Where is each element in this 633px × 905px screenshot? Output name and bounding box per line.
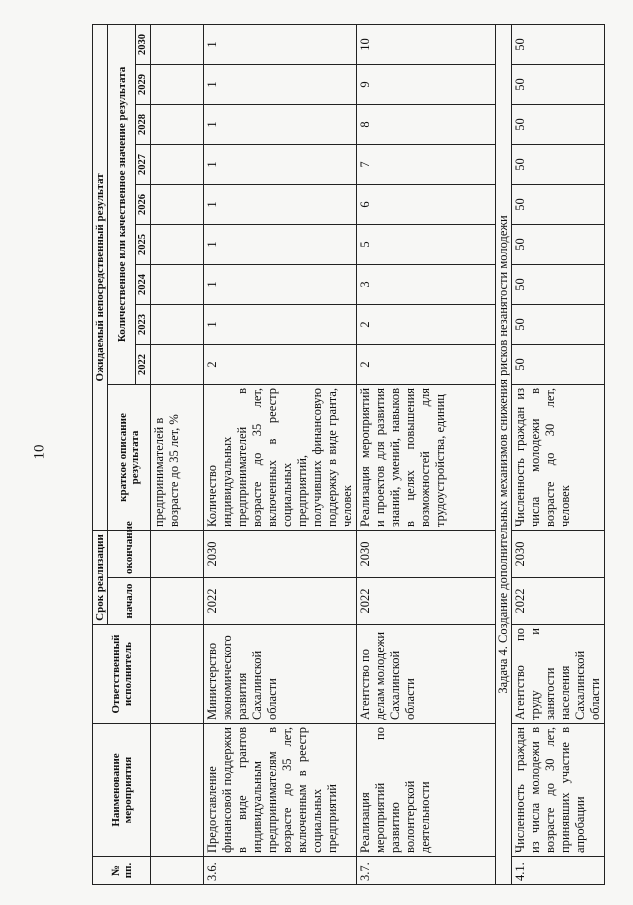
cell-num: 3.6. bbox=[204, 857, 357, 885]
header-start: начало bbox=[108, 578, 151, 625]
cell-value: 1 bbox=[204, 224, 357, 264]
cell-start: 2022 bbox=[512, 578, 605, 625]
cell-value: 2 bbox=[357, 344, 496, 384]
cell-value: 50 bbox=[512, 24, 605, 64]
cell-value bbox=[151, 344, 204, 384]
cell-desc: Реализация мероприятий и проектов для развития знаний, умений, навыков в целях повышения возможностей для трудоустройства, единиц bbox=[357, 384, 496, 530]
cell-start: 2022 bbox=[357, 578, 496, 625]
cell-end: 2030 bbox=[357, 530, 496, 577]
header-expected: Ожидаемый непосредственный результат bbox=[93, 24, 108, 530]
cell-desc: предпринимателей в возрасте до 35 лет, % bbox=[151, 384, 204, 530]
table-row bbox=[357, 24, 496, 884]
rotated-page-content bbox=[92, 25, 602, 885]
cell-end: 2030 bbox=[204, 530, 357, 577]
cell-value: 3 bbox=[357, 264, 496, 304]
header-name: Наименование мероприятия bbox=[93, 724, 151, 857]
cell-value bbox=[151, 304, 204, 344]
cell-value: 50 bbox=[512, 344, 605, 384]
task-row bbox=[496, 24, 512, 884]
cell-value: 2 bbox=[204, 344, 357, 384]
header-short-desc: краткое описание результата bbox=[108, 384, 151, 530]
cell-start bbox=[151, 578, 204, 625]
cell-value: 6 bbox=[357, 184, 496, 224]
cell-value bbox=[151, 144, 204, 184]
cell-responsible bbox=[151, 625, 204, 724]
page-number: 10 bbox=[31, 444, 48, 460]
header-end: окончание bbox=[108, 530, 151, 577]
year-header: 2025 bbox=[136, 224, 151, 264]
cell-desc: Количество индивидуальных предпринимателей в возрасте до 35 лет, включенных в реестр социальных предприятий, получивших финансовую поддержку в виде гранта, человек bbox=[204, 384, 357, 530]
year-header: 2026 bbox=[136, 184, 151, 224]
cell-end bbox=[151, 530, 204, 577]
year-header: 2022 bbox=[136, 344, 151, 384]
year-header: 2028 bbox=[136, 104, 151, 144]
cell-value: 7 bbox=[357, 144, 496, 184]
year-header: 2029 bbox=[136, 64, 151, 104]
cell-value: 8 bbox=[357, 104, 496, 144]
cell-value: 10 bbox=[357, 24, 496, 64]
cell-value bbox=[151, 184, 204, 224]
cell-num bbox=[151, 857, 204, 885]
cell-value: 2 bbox=[357, 304, 496, 344]
header-row-1 bbox=[93, 24, 108, 884]
cell-value: 50 bbox=[512, 104, 605, 144]
cell-value: 1 bbox=[204, 104, 357, 144]
year-header: 2023 bbox=[136, 304, 151, 344]
cell-value: 50 bbox=[512, 304, 605, 344]
cell-value bbox=[151, 104, 204, 144]
header-num: № пп. bbox=[93, 857, 151, 885]
table-row bbox=[204, 24, 357, 884]
cell-value: 5 bbox=[357, 224, 496, 264]
cell-value: 50 bbox=[512, 64, 605, 104]
cell-value: 1 bbox=[204, 264, 357, 304]
cell-value bbox=[151, 224, 204, 264]
cell-num: 3.7. bbox=[357, 857, 496, 885]
year-header: 2027 bbox=[136, 144, 151, 184]
cell-value: 1 bbox=[204, 304, 357, 344]
cell-value bbox=[151, 264, 204, 304]
cell-num: 4.1. bbox=[512, 857, 605, 885]
cell-desc: Численность граждан из числа молодежи в возрасте до 30 лет, человек bbox=[512, 384, 605, 530]
cell-name: Предоставление финансовой поддержки в виде грантов индивидуальным предпринимателям в возрасте до 35 лет, включенным в реестр социальных предприятий bbox=[204, 724, 357, 857]
cell-value: 50 bbox=[512, 144, 605, 184]
cell-name bbox=[151, 724, 204, 857]
cell-value: 9 bbox=[357, 64, 496, 104]
cell-value: 50 bbox=[512, 184, 605, 224]
cell-start: 2022 bbox=[204, 578, 357, 625]
cell-value bbox=[151, 24, 204, 64]
cell-name: Численность граждан из числа молодежи в возрасте до 30 лет, принявших участие в апробации bbox=[512, 724, 605, 857]
cell-value bbox=[151, 64, 204, 104]
cell-value: 1 bbox=[204, 24, 357, 64]
cell-name: Реализация мероприятий по развитию волонтерской деятельности bbox=[357, 724, 496, 857]
cell-end: 2030 bbox=[512, 530, 605, 577]
program-table bbox=[92, 24, 605, 885]
cell-responsible: Министерство экономического развития Сахалинской области bbox=[204, 625, 357, 724]
cell-responsible: Агентство по труду и занятости населения Сахалинской области bbox=[512, 625, 605, 724]
cell-responsible: Агентство по делам молодежи Сахалинской области bbox=[357, 625, 496, 724]
header-responsible: Ответственный исполнитель bbox=[93, 625, 151, 724]
cell-value: 1 bbox=[204, 144, 357, 184]
table-row bbox=[512, 24, 605, 884]
header-quant: Количественное или качественное значение результата bbox=[108, 24, 136, 384]
cell-value: 50 bbox=[512, 224, 605, 264]
header-period: Срок реализации bbox=[93, 530, 108, 624]
year-header: 2024 bbox=[136, 264, 151, 304]
cell-value: 50 bbox=[512, 264, 605, 304]
table-row bbox=[151, 24, 204, 884]
year-header: 2030 bbox=[136, 24, 151, 64]
cell-value: 1 bbox=[204, 184, 357, 224]
cell-value: 1 bbox=[204, 64, 357, 104]
task-title: Задача 4. Создание дополнительных механизмов снижения рисков незанятости молодежи bbox=[496, 24, 512, 884]
